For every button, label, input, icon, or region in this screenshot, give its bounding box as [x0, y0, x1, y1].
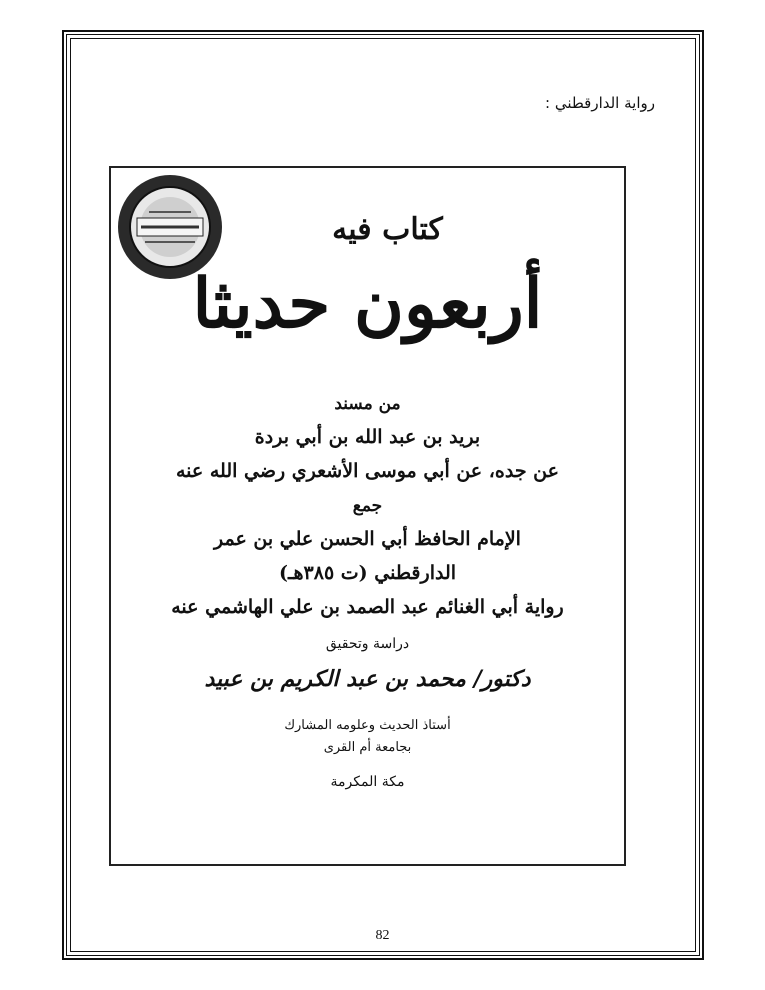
book-cover-image	[109, 166, 626, 866]
cover-author: دكتور/ محمد بن عبد الكريم بن عبيد	[204, 666, 531, 692]
cover-main-title: أربعون حديثا	[192, 264, 543, 344]
header-title: رواية الدارقطني :	[545, 94, 655, 112]
cover-min-musnad: من مسند	[334, 394, 401, 414]
cover-author-title: أستاذ الحديث وعلومه المشارك	[284, 718, 451, 733]
cover-jama: جمع	[352, 496, 383, 516]
cover-narrator-name: بريد بن عبد الله بن أبي بردة	[254, 426, 481, 448]
cover-chain: عن جده، عن أبي موسى الأشعري رضي الله عنه	[176, 460, 559, 482]
cover-riwaya: رواية أبي الغنائم عبد الصمد بن علي الهاشمي عنه	[171, 596, 564, 618]
cover-kitab-fihi: كتاب فيه	[332, 212, 443, 247]
cover-imam: الإمام الحافظ أبي الحسن علي بن عمر	[214, 528, 521, 550]
cover-daraqutni: الدارقطني (ت ٣٨٥هـ)	[278, 562, 457, 584]
cover-dirasa: دراسة وتحقيق	[325, 636, 410, 652]
cover-university: بجامعة أم القرى	[323, 740, 412, 755]
page-number: 82	[375, 928, 390, 943]
cover-city: مكة المكرمة	[330, 774, 405, 790]
